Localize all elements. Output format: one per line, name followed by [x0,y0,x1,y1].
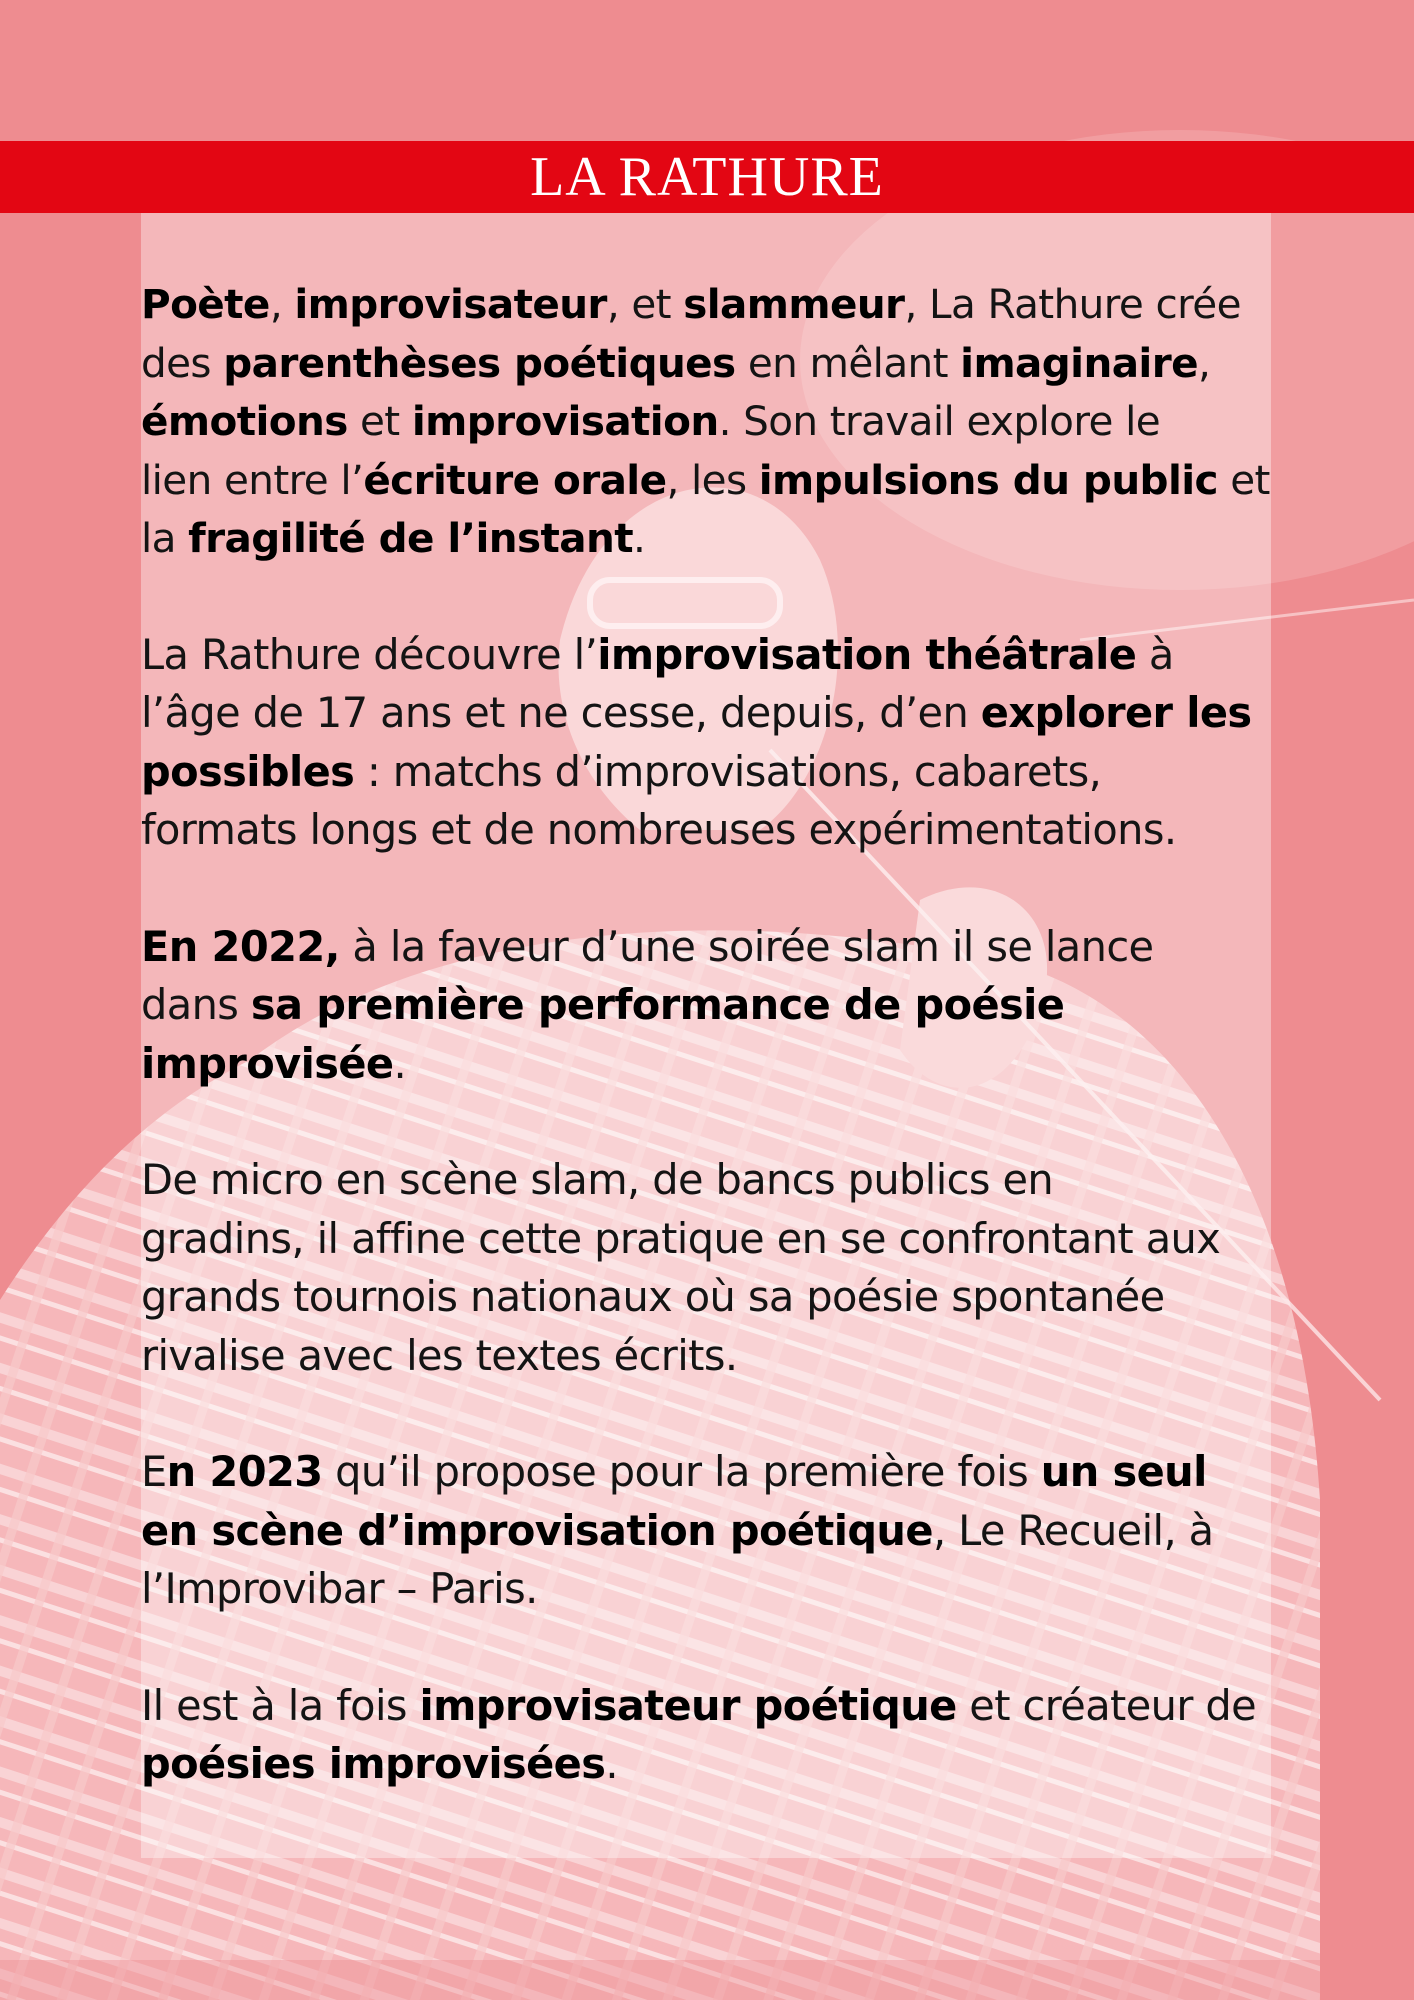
text-segment: des [141,338,224,387]
biography-panel [141,213,1271,1858]
text-segment: dans [141,980,251,1029]
page-title: LA RATHURE [530,146,884,208]
text-segment: , les [666,455,759,504]
text-segment: gradins, il affine cette pratique en se confrontant aux [141,1213,1221,1263]
text-line [141,688,1252,737]
bold-phrase: improvisateur poétique [419,1680,957,1730]
bio-paragraph [141,275,1271,568]
text-line [141,1564,538,1613]
text-segment: , Le Recueil, à [932,1505,1214,1555]
text-segment: et [1217,455,1270,504]
bold-phrase: en scène d’improvisation poétique [141,1505,933,1555]
text-segment: . [632,514,646,562]
bold-phrase: Poète [141,280,270,328]
text-segment: à [1136,629,1174,679]
bio-paragraph [141,1443,1271,1619]
text-line [141,397,1160,445]
text-segment: et [347,397,412,445]
bold-phrase: possibles [141,746,355,796]
text-line [141,514,645,562]
bold-phrase: sa première performance de poésie [250,980,1065,1029]
text-line [141,1506,1213,1555]
bold-phrase: imaginaire [960,338,1198,387]
bio-paragraph [141,918,1271,1094]
bio-paragraph [141,626,1271,860]
biography-text [141,275,1271,1794]
text-line [141,1039,406,1088]
text-segment: De micro en scène slam, de bancs publics en [141,1155,1054,1204]
bold-phrase: improvisateur [294,280,607,328]
text-segment: en mêlant [735,338,961,387]
text-segment: La Rathure découvre l’ [141,629,598,679]
bold-phrase: En 2022, [141,921,340,971]
bold-phrase: improvisation théâtrale [597,629,1137,679]
title-band [0,141,1414,213]
bold-phrase: n 2023 [166,1447,323,1496]
bio-paragraph [141,1677,1271,1794]
bold-phrase: émotions [141,397,348,445]
text-line [141,805,1176,854]
text-segment: , et [606,280,684,328]
bold-phrase: impulsions du public [758,455,1218,504]
text-segment: lien entre l’ [141,455,364,504]
text-line [141,1447,1207,1496]
text-line [141,456,1270,504]
bold-phrase: parenthèses poétiques [223,338,736,387]
text-segment: . [605,1739,618,1788]
text-segment: . Son travail explore le [718,397,1161,445]
text-segment: grands tournois nationaux où sa poésie spontanée [141,1272,1165,1321]
text-segment: et créateur de [956,1680,1257,1730]
text-line [141,1331,737,1380]
text-segment: à la faveur d’une soirée slam il se lance [339,921,1154,971]
bold-phrase: fragilité de l’instant [188,514,633,562]
text-segment: l’Improvibar – Paris. [141,1564,538,1613]
bold-phrase: improvisation [411,397,719,445]
bold-phrase: improvisée [141,1038,394,1088]
text-line [141,1681,1256,1730]
text-line [141,922,1154,971]
text-line [141,339,1210,387]
text-segment: Il est à la fois [141,1680,420,1730]
text-line [141,980,1064,1029]
text-segment: la [141,514,189,562]
text-line [141,630,1174,679]
text-line [141,747,1101,796]
text-line [141,1272,1165,1321]
text-segment: . [393,1038,407,1088]
text-segment: E [141,1447,167,1496]
text-segment: , La Rathure crée [904,280,1241,328]
text-segment: rivalise avec les textes écrits. [141,1330,738,1380]
bold-phrase: poésies improvisées [141,1739,606,1788]
text-line [141,280,1241,328]
text-segment: , [269,280,295,328]
text-segment: formats longs et de nombreuses expérimentations. [141,805,1177,854]
text-segment: qu’il propose pour la première fois [322,1447,1041,1496]
bold-phrase: explorer les [980,688,1252,737]
text-segment: : matchs d’improvisations, cabarets, [354,746,1102,796]
text-segment: , [1197,338,1211,387]
bold-phrase: slammeur [683,280,905,328]
text-line [141,1155,1053,1204]
bio-paragraph [141,1151,1271,1385]
bold-phrase: un seul [1040,1447,1207,1496]
text-segment: l’âge de 17 ans et ne cesse, depuis, d’en [141,688,981,737]
text-line [141,1739,618,1788]
bold-phrase: écriture orale [363,455,667,504]
text-line [141,1214,1220,1263]
